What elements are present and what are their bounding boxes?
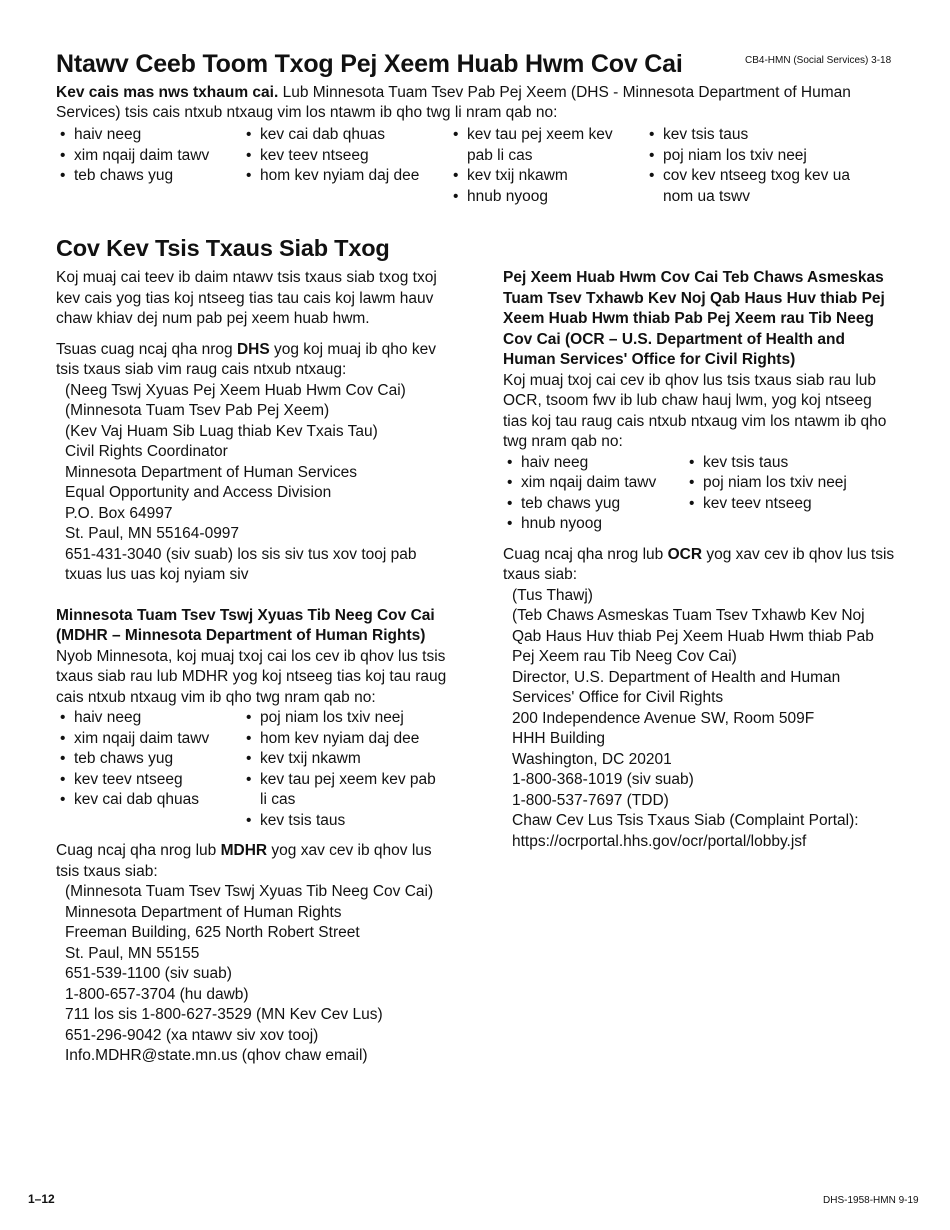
ocr-label: OCR: [667, 545, 703, 563]
address-line: (Neeg Tswj Xyuas Pej Xeem Huab Hwm Cov Cai): [65, 381, 406, 399]
dhs-address: [56, 381, 451, 586]
list-item: • xim nqaij daim tawv: [56, 729, 242, 750]
list-item: • kev teev ntseeg: [242, 146, 447, 167]
complaint-portal-link[interactable]: https://ocrportal.hhs.gov/ocr/portal/lobby.jsf: [512, 832, 807, 850]
list-item: • xim nqaij daim tawv: [56, 146, 241, 167]
mdhr-address: [56, 882, 451, 1067]
address-line: 1-800-368-1019 (siv suab): [512, 771, 694, 788]
list-item: • hom kev nyiam daj dee: [242, 729, 442, 750]
address-line: 651-539-1100 (siv suab): [65, 965, 232, 982]
ocr-heading: Pej Xeem Huab Hwm Cov Cai Teb Chaws Asmeskas Tuam Tsev Txhawb Kev Noj Qab Haus Huv thiab Pej Xeem Huab Hwm thiab Pab Pej Xeem rau Tib Neeg Cov Cai (OCR – U.S. Department of Health and Human Services' Office for Civil Rights): [503, 269, 885, 368]
intro-list-col2: [242, 125, 447, 187]
list-item: • hom kev nyiam daj dee: [242, 166, 447, 187]
list-item: • teb chaws yug: [503, 494, 685, 515]
intro-paragraph: [56, 83, 886, 123]
ocr-list-col1: [503, 453, 685, 535]
address-line: (Minnesota Tuam Tsev Pab Pej Xeem): [65, 402, 330, 419]
section-heading: Cov Kev Tsis Txaus Siab Txog: [56, 235, 390, 261]
list-item: • poj niam los txiv neej: [242, 708, 442, 729]
address-line: St. Paul, MN 55164-0997: [65, 525, 240, 542]
address-line: Director, U.S. Department of Health and Human Services' Office for Civil Rights: [512, 668, 841, 706]
ocr-contact-c: yog xav cev ib qhov lus tsis txaus siab:: [503, 545, 895, 583]
dhs-contact-text: [56, 340, 451, 381]
intro-lead: Kev cais mas nws txhaum cai.: [56, 84, 279, 101]
mdhr-label: MDHR: [220, 842, 268, 859]
address-line: (Teb Chaws Asmeskas Tuam Tsev Txhawb Kev Noj Qab Haus Huv thiab Pej Xeem Huab Hwm thiab Pab Pej Xeem rau Tib Neeg Cov Cai): [512, 607, 874, 665]
address-line: Minnesota Department of Human Services: [65, 463, 358, 481]
list-item: • teb chaws yug: [56, 749, 242, 770]
mdhr-list-col2: [242, 708, 442, 831]
list-item: • kev tsis taus: [685, 453, 885, 474]
list-item: • kev tsis taus: [645, 125, 855, 146]
list-item: • kev cai dab qhuas: [242, 125, 447, 146]
mdhr-list-col1: [56, 708, 242, 831]
address-line: 651-296-9042 (xa ntawv siv xov tooj): [65, 1026, 319, 1044]
address-line: Chaw Cev Lus Tsis Txaus Siab (Complaint Portal):: [512, 812, 859, 829]
intro-list-col4: [645, 125, 855, 207]
address-line: 1-800-657-3704 (hu dawb): [65, 985, 249, 1003]
list-item: • cov kev ntseeg txog kev ua nom ua tswv: [645, 166, 855, 207]
ocr-lists: [503, 453, 898, 535]
mdhr-contact-c: yog xav cev ib qhov lus tsis txaus siab:: [56, 842, 432, 880]
address-line: Civil Rights Coordinator: [65, 443, 228, 460]
address-line: Freeman Building, 625 North Robert Street: [65, 924, 360, 941]
dhs-label: DHS: [236, 340, 270, 358]
address-line: 1-800-537-7697 (TDD): [512, 791, 669, 809]
ocr-contact-text: [503, 545, 898, 586]
mdhr-heading: Minnesota Tuam Tsev Tswj Xyuas Tib Neeg Cov Cai (MDHR – Minnesota Department of Human Rights): [56, 606, 435, 644]
list-item: • kev cai dab qhuas: [56, 790, 242, 811]
address-line: (Minnesota Tuam Tsev Tswj Xyuas Tib Neeg Cov Cai): [65, 883, 434, 900]
page-title: Ntawv Ceeb Toom Txog Pej Xeem Huab Hwm Cov Cai: [56, 50, 683, 78]
dhs-contact-c: yog koj muaj ib qho kev tsis txaus siab vim raug cais ntxub ntxaug:: [56, 340, 436, 378]
list-item: • haiv neeg: [503, 453, 685, 474]
address-line: P.O. Box 64997: [65, 504, 173, 522]
list-item: • kev tau pej xeem kev pab li cas: [449, 125, 639, 166]
dhs-contact-a: Tsuas cuag ncaj qha nrog: [56, 340, 237, 358]
address-line: Washington, DC 20201: [512, 750, 672, 768]
address-line: 651-431-3040 (siv suab) los sis siv tus xov tooj pab txuas lus uas koj nyiam siv: [65, 545, 417, 583]
list-item: • teb chaws yug: [56, 166, 241, 187]
right-column: [503, 268, 898, 852]
mdhr-contact-text: [56, 841, 451, 882]
intro-text: Lub Minnesota Tuam Tsev Pab Pej Xeem (DHS - Minnesota Department of Human Services) tsis cais ntxub ntxaug vim los ntawm ib qho twg li nram qab no:: [56, 84, 851, 121]
address-line: Minnesota Department of Human Rights: [65, 903, 342, 921]
address-line: 711 los sis 1-800-627-3529 (MN Kev Cev Lus): [65, 1006, 383, 1023]
left-column: [56, 268, 451, 1067]
ocr-text: Koj muaj txoj cai cev ib qhov lus tsis txaus siab rau lub OCR, tsoom fwv ib lub chaw hauj lwm, yog koj ntseeg tias koj tau raug cais ntxub ntxaug vim los ntawm ib qho twg nram qab no:: [503, 371, 887, 450]
mdhr-lists: [56, 708, 451, 831]
list-item: • haiv neeg: [56, 708, 242, 729]
ocr-address: [503, 586, 898, 853]
address-line: (Kev Vaj Huam Sib Luag thiab Kev Txais Tau): [65, 422, 378, 440]
list-item: • kev txij nkawm: [242, 749, 442, 770]
address-line: (Tus Thawj): [512, 586, 593, 604]
list-item: • poj niam los txiv neej: [645, 146, 855, 167]
intro-list-col3: [449, 125, 639, 207]
list-item: • poj niam los txiv neej: [685, 473, 885, 494]
list-item: • haiv neeg: [56, 125, 241, 146]
list-item: • kev teev ntseeg: [685, 494, 885, 515]
ocr-list-col2: [685, 453, 885, 535]
ocr-contact-a: Cuag ncaj qha nrog lub: [503, 545, 668, 563]
list-item: • kev tau pej xeem kev pab li cas: [242, 770, 442, 811]
complaint-intro: Koj muaj cai teev ib daim ntawv tsis txaus siab txog txoj kev cais yog tias koj ntseeg tias tau cais koj lawm hauv chaw khiav dej num pab pej xeem huab hwm.: [56, 269, 437, 327]
list-item: • kev tsis taus: [242, 811, 442, 832]
form-number: DHS-1958-HMN 9-19: [823, 1195, 919, 1206]
list-item: • kev txij nkawm: [449, 166, 639, 187]
list-item: • xim nqaij daim tawv: [503, 473, 685, 494]
mdhr-contact-a: Cuag ncaj qha nrog lub: [56, 842, 221, 859]
list-item: • hnub nyoog: [503, 514, 685, 535]
address-line: Equal Opportunity and Access Division: [65, 484, 332, 501]
address-line: Info.MDHR@state.mn.us (qhov chaw email): [65, 1047, 368, 1064]
page-number: 1–12: [28, 1192, 55, 1206]
mdhr-text: Nyob Minnesota, koj muaj txoj cai los cev ib qhov lus tsis txaus siab rau lub MDHR yog koj ntseeg tias koj tau raug cais ntxub ntxaug vim ib qho twg nram qab no:: [56, 647, 447, 706]
intro-list-col1: [56, 125, 241, 187]
form-code: CB4-HMN (Social Services) 3-18: [745, 55, 892, 66]
address-line: 200 Independence Avenue SW, Room 509F: [512, 709, 815, 727]
address-line: HHH Building: [512, 730, 606, 747]
list-item: • hnub nyoog: [449, 187, 639, 208]
address-line: St. Paul, MN 55155: [65, 944, 200, 962]
list-item: • kev teev ntseeg: [56, 770, 242, 791]
